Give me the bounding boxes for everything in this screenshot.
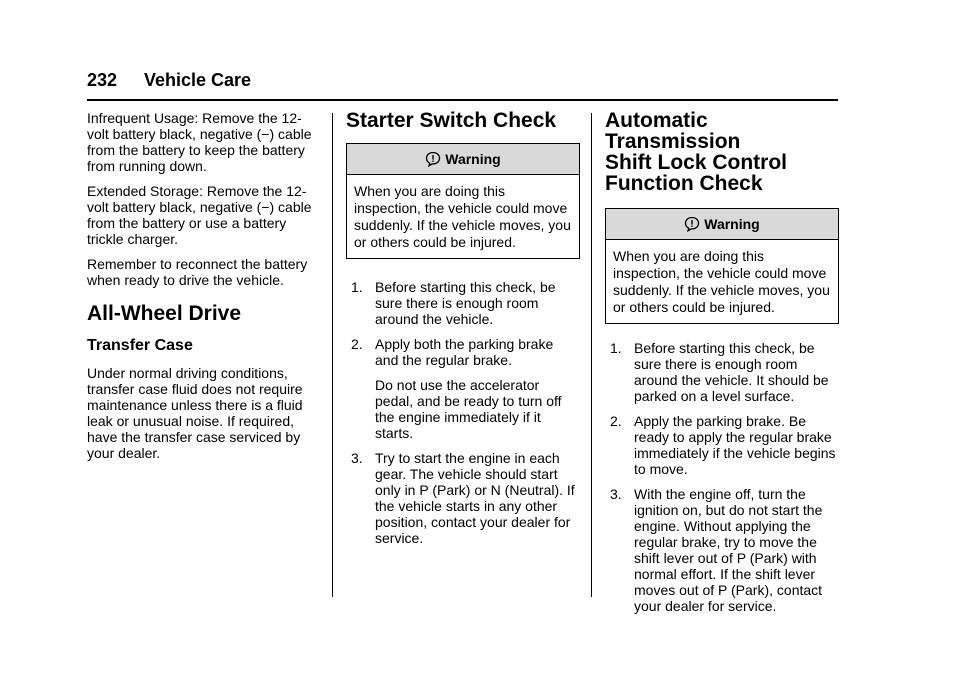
paragraph-reconnect-battery: Remember to reconnect the battery when ready to drive the vehicle. [87, 256, 308, 288]
list-item: 1. Before starting this check, be sure there is enough room around the vehicle. [351, 279, 556, 327]
subheading-transfer-case: Transfer Case [87, 337, 193, 354]
list-item: 3. With the engine off, turn the ignition on, but do not start the engine. Without applying the regular brake, try to move the shift lever out of P (Park) with normal effort. If the shift lever moves out of P (Park), contact your dealer for service. [610, 486, 823, 614]
warning-box [346, 143, 580, 259]
column-middle [346, 110, 580, 555]
heading-starter-switch-check: Starter Switch Check [346, 109, 557, 132]
warning-label: Warning [445, 151, 501, 167]
list-item: 2. Apply the parking brake. Be ready to apply the regular brake immediately if the vehicle begins to move. [610, 413, 836, 477]
warning-icon [684, 216, 700, 232]
heading-shift-lock-check: Automatic Transmission Shift Lock Control Function Check [605, 109, 787, 195]
paragraph-infrequent-usage: Infrequent Usage: Remove the 12-volt battery black, negative (−) cable from the battery to keep the battery from running down. [87, 110, 312, 174]
warning-box [605, 208, 839, 324]
list-item: 3. Try to start the engine in each gear. The vehicle should start only in P (Park) or N (Neutral). If the vehicle starts in any other position, contact your dealer for service. [351, 450, 575, 546]
warning-header [606, 209, 838, 240]
list-item: 1. Before starting this check, be sure there is enough room around the vehicle. It should be parked on a level surface. [610, 340, 829, 404]
page-number: 232 [87, 70, 118, 90]
column-divider [332, 113, 333, 597]
page-header [87, 70, 838, 96]
warning-text: When you are doing this inspection, the vehicle could move suddenly. If the vehicle moves, you or others could be injured. [613, 248, 830, 315]
heading-all-wheel-drive: All-Wheel Drive [87, 302, 242, 325]
warning-header [347, 144, 579, 175]
column-divider [591, 113, 592, 597]
warning-text: When you are doing this inspection, the vehicle could move suddenly. If the vehicle moves, you or others could be injured. [354, 183, 571, 250]
paragraph-extended-storage: Extended Storage: Remove the 12-volt battery black, negative (−) cable from the battery or use a battery trickle charger. [87, 183, 312, 247]
steps-list [605, 340, 839, 614]
section-title: Vehicle Care [144, 70, 252, 90]
warning-icon [425, 151, 441, 167]
list-item: 2. Apply both the parking brake and the regular brake. Do not use the accelerator pedal, and be ready to turn off the engine immediately if it starts. [351, 336, 562, 441]
column-right [605, 110, 839, 623]
paragraph-transfer-case: Under normal driving conditions, transfer case fluid does not require maintenance unless there is a fluid leak or unusual noise. If required, have the transfer case serviced by your dealer. [87, 365, 303, 461]
warning-label: Warning [704, 216, 760, 232]
header-rule [87, 99, 838, 101]
column-left [87, 110, 321, 470]
steps-list [346, 279, 580, 546]
